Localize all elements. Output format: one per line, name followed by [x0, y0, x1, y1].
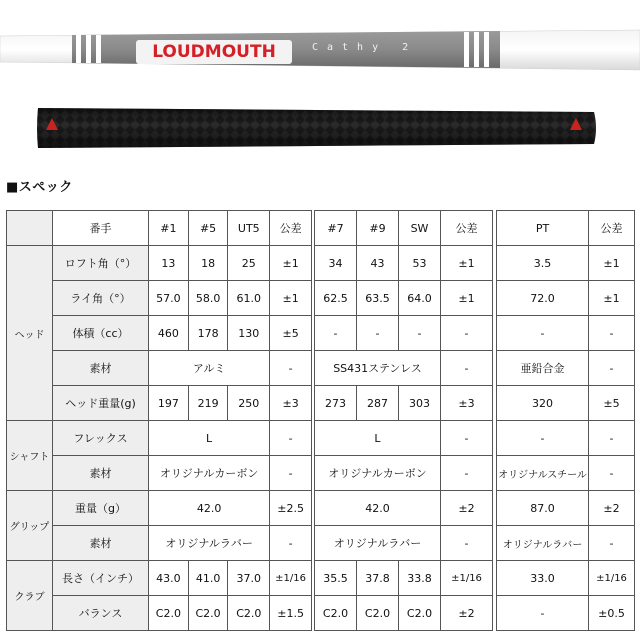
row-label: フレックス [52, 421, 148, 456]
cell: - [589, 456, 635, 491]
cell: 130 [228, 316, 270, 351]
table-row [497, 491, 635, 526]
row-label: 素材 [52, 526, 148, 561]
cell: 303 [399, 386, 441, 421]
table-row [497, 561, 635, 596]
table-row [315, 421, 493, 456]
cell: ±2 [589, 491, 635, 526]
cell: オリジナルラバー [497, 526, 589, 561]
table-header-row [315, 211, 493, 246]
table-row [315, 456, 493, 491]
cell: ±5 [589, 386, 635, 421]
table-row [7, 456, 312, 491]
cell: ±1 [441, 246, 493, 281]
cell: 3.5 [497, 246, 589, 281]
row-label: 素材 [52, 456, 148, 491]
table-row [497, 316, 635, 351]
cell: - [589, 316, 635, 351]
cell: L [149, 421, 270, 456]
header-cell: 公差 [270, 211, 312, 246]
cell: 197 [149, 386, 189, 421]
cell: ±1/16 [441, 561, 493, 596]
cell: 41.0 [188, 561, 228, 596]
cell: ±2.5 [270, 491, 312, 526]
header-cell: UT5 [228, 211, 270, 246]
cell: 62.5 [315, 281, 357, 316]
header-cell: #5 [188, 211, 228, 246]
table-row [315, 561, 493, 596]
cell: C2.0 [228, 596, 270, 631]
cell: オリジナルラバー [315, 526, 441, 561]
cell: 42.0 [149, 491, 270, 526]
table-row [7, 281, 312, 316]
table-row [497, 351, 635, 386]
group-label-head: ヘッド [7, 246, 53, 421]
cell: 58.0 [188, 281, 228, 316]
table-row [7, 386, 312, 421]
spec-title: ■スペック [6, 180, 73, 195]
header-cell: 番手 [52, 211, 148, 246]
table-row [315, 526, 493, 561]
cell: 33.0 [497, 561, 589, 596]
cell: - [589, 351, 635, 386]
table-row [315, 596, 493, 631]
table-row [7, 351, 312, 386]
header-cell: #7 [315, 211, 357, 246]
cell: ±3 [441, 386, 493, 421]
spec-table-main [6, 210, 312, 631]
cell: 13 [149, 246, 189, 281]
cell: 18 [188, 246, 228, 281]
table-row [497, 526, 635, 561]
cell: ±1 [589, 281, 635, 316]
table-row [315, 281, 493, 316]
cell: - [441, 456, 493, 491]
cell: 320 [497, 386, 589, 421]
cell: ±1 [270, 281, 312, 316]
table-row [497, 456, 635, 491]
header-cell: #1 [149, 211, 189, 246]
table-row [497, 421, 635, 456]
group-label-shaft: シャフト [7, 421, 53, 491]
grip-image [0, 90, 640, 160]
cell: 53 [399, 246, 441, 281]
cell: ±1.5 [270, 596, 312, 631]
table-row [7, 596, 312, 631]
cell: ±1 [589, 246, 635, 281]
cell: - [399, 316, 441, 351]
cell: 37.8 [357, 561, 399, 596]
model-text: Cathy 2 [312, 42, 418, 53]
row-label: 素材 [52, 351, 148, 386]
table-row [497, 281, 635, 316]
cell: 61.0 [228, 281, 270, 316]
cell: - [270, 351, 312, 386]
cell: 219 [188, 386, 228, 421]
cell: SS431ステンレス [315, 351, 441, 386]
cell: 287 [357, 386, 399, 421]
cell: 63.5 [357, 281, 399, 316]
cell: 460 [149, 316, 189, 351]
cell: オリジナルスチール [497, 456, 589, 491]
cell: ±5 [270, 316, 312, 351]
cell: 43 [357, 246, 399, 281]
cell: - [497, 421, 589, 456]
cell: ±3 [270, 386, 312, 421]
header-cell: #9 [357, 211, 399, 246]
cell: - [441, 526, 493, 561]
cell: - [589, 526, 635, 561]
cell: 178 [188, 316, 228, 351]
header-cell: 公差 [441, 211, 493, 246]
table-row [315, 246, 493, 281]
header-cell: 公差 [589, 211, 635, 246]
row-label: 長さ（インチ） [52, 561, 148, 596]
cell: 72.0 [497, 281, 589, 316]
cell: - [589, 421, 635, 456]
cell: アルミ [149, 351, 270, 386]
cell: L [315, 421, 441, 456]
brand-logo: LOUDMOUTH [136, 40, 292, 64]
cell: - [270, 526, 312, 561]
cell: オリジナルカーボン [149, 456, 270, 491]
table-row [497, 246, 635, 281]
cell: - [270, 456, 312, 491]
cell: C2.0 [357, 596, 399, 631]
corner-cell [7, 211, 53, 246]
cell: - [497, 596, 589, 631]
row-label: バランス [52, 596, 148, 631]
cell: 273 [315, 386, 357, 421]
cell: - [357, 316, 399, 351]
group-label-grip: グリップ [7, 491, 53, 561]
cell: ±1/16 [270, 561, 312, 596]
table-row [315, 351, 493, 386]
table-header-row [497, 211, 635, 246]
cell: ±2 [441, 596, 493, 631]
row-label: 体積（cc） [52, 316, 148, 351]
row-label: ライ角（°） [52, 281, 148, 316]
table-row [7, 491, 312, 526]
row-label: ヘッド重量(g) [52, 386, 148, 421]
cell: 35.5 [315, 561, 357, 596]
header-cell: PT [497, 211, 589, 246]
table-row [7, 316, 312, 351]
table-row [7, 526, 312, 561]
cell: 25 [228, 246, 270, 281]
table-row [7, 421, 312, 456]
cell: - [441, 351, 493, 386]
row-label: ロフト角（°） [52, 246, 148, 281]
cell: 43.0 [149, 561, 189, 596]
group-label-club: クラブ [7, 561, 53, 631]
cell: C2.0 [399, 596, 441, 631]
table-row [497, 596, 635, 631]
cell: ±2 [441, 491, 493, 526]
cell: オリジナルラバー [149, 526, 270, 561]
cell: オリジナルカーボン [315, 456, 441, 491]
spec-table-irons [314, 210, 493, 631]
table-row [7, 561, 312, 596]
cell: C2.0 [149, 596, 189, 631]
table-header-row [7, 211, 312, 246]
table-row [497, 386, 635, 421]
cell: ±0.5 [589, 596, 635, 631]
cell: ±1 [441, 281, 493, 316]
cell: - [441, 421, 493, 456]
cell: 亜鉛合金 [497, 351, 589, 386]
row-label: 重量（g） [52, 491, 148, 526]
spec-table-putter [496, 210, 635, 631]
cell: - [497, 316, 589, 351]
cell: C2.0 [188, 596, 228, 631]
table-row [315, 316, 493, 351]
table-row [315, 386, 493, 421]
table-row [315, 491, 493, 526]
cell: ±1/16 [589, 561, 635, 596]
cell: C2.0 [315, 596, 357, 631]
cell: ±1 [270, 246, 312, 281]
cell: 33.8 [399, 561, 441, 596]
cell: 42.0 [315, 491, 441, 526]
cell: - [315, 316, 357, 351]
table-row [7, 246, 312, 281]
cell: 57.0 [149, 281, 189, 316]
cell: 87.0 [497, 491, 589, 526]
spec-tables [6, 210, 634, 638]
cell: 37.0 [228, 561, 270, 596]
cell: 64.0 [399, 281, 441, 316]
cell: - [441, 316, 493, 351]
header-cell: SW [399, 211, 441, 246]
cell: 34 [315, 246, 357, 281]
cell: - [270, 421, 312, 456]
cell: 250 [228, 386, 270, 421]
